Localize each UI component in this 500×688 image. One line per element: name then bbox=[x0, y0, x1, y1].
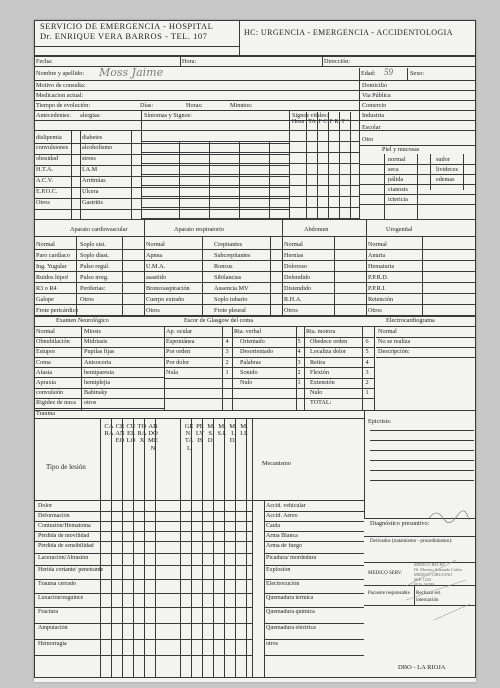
resp-5-a[interactable]: Cuerpo extraño bbox=[146, 296, 185, 303]
tipo-lesion-label: Tipo de lesión bbox=[46, 464, 86, 471]
uro-0[interactable]: Normal bbox=[368, 241, 387, 248]
neuro-6-a[interactable]: convulsión bbox=[36, 389, 64, 397]
paciente-field[interactable]: Paciente responsable bbox=[368, 591, 410, 596]
antecedente-6-b[interactable]: Gastritis bbox=[82, 199, 103, 206]
piel-opt-2-b[interactable]: edemas bbox=[436, 176, 455, 183]
cardio-4-a[interactable]: R3 o R4 bbox=[36, 285, 57, 292]
neuro-2-a[interactable]: Estupor bbox=[36, 348, 56, 356]
cardio-0-b[interactable]: Soplo sist. bbox=[80, 241, 106, 248]
header-form-title: HC: URGENCIA - EMERGENCIA - ACCIDENTOLOGIA bbox=[244, 29, 453, 36]
direccion-field[interactable]: Dirección: bbox=[324, 58, 351, 65]
resp-4-a[interactable]: Broncoaspiración bbox=[146, 285, 190, 292]
sexo-field[interactable]: Sexo: bbox=[410, 70, 425, 77]
stamp-line-3: MEDICO CIRUJANO bbox=[414, 572, 453, 577]
ecg-1[interactable]: No se realiza bbox=[378, 338, 411, 346]
region-3: TORAX bbox=[137, 423, 147, 445]
escolar-option[interactable]: Escolar bbox=[362, 124, 381, 131]
ecg-2[interactable]: Descripción: bbox=[378, 348, 410, 356]
neuro-3-b[interactable]: Anisocoria bbox=[84, 358, 112, 366]
motora-score-0[interactable]: 6 bbox=[365, 338, 369, 346]
motora-1[interactable]: Localiza dolor bbox=[310, 348, 346, 356]
mechanism-10[interactable]: Quemadura eléctrica bbox=[266, 625, 316, 631]
trauma-title: Trauma bbox=[36, 410, 56, 417]
cardio-4-b[interactable]: Periferias: bbox=[80, 285, 106, 292]
verbal-4[interactable]: Nulo bbox=[240, 379, 253, 386]
lesion-9[interactable]: Fractura bbox=[38, 609, 58, 615]
cardio-3-b[interactable]: Pulso irreg. bbox=[80, 274, 109, 281]
cardio-1-a[interactable]: Paro cardíaco bbox=[36, 252, 70, 259]
region-8: M.S.I. bbox=[217, 423, 227, 438]
region-6: PELVIS bbox=[195, 423, 205, 445]
mechanism-7[interactable]: Electrocución bbox=[266, 581, 300, 587]
medicacion-field[interactable]: Medicacion actual: bbox=[36, 92, 84, 99]
mechanism-6[interactable]: Explosión bbox=[266, 567, 291, 573]
neuro-5-a[interactable]: Apraxia bbox=[36, 379, 56, 386]
lesion-10[interactable]: Amputación bbox=[38, 625, 68, 631]
region-5: GENITAL bbox=[184, 423, 194, 452]
verbal-score-0[interactable]: 5 bbox=[297, 338, 301, 346]
patient-name-handwritten[interactable]: Moss Jaime bbox=[99, 66, 164, 79]
uro-4[interactable]: P.P.R.I. bbox=[368, 285, 386, 292]
antecedentes-label[interactable]: Antecedentes: bbox=[36, 112, 72, 119]
antecedente-3-b[interactable]: I.A.M bbox=[82, 166, 98, 173]
vitals-header-2: F C bbox=[318, 118, 328, 125]
stamp-line-1: MEDICO RECEP. bbox=[414, 562, 446, 567]
lesion-3[interactable]: Pérdida de movilidad bbox=[38, 533, 90, 539]
neuro-7-a[interactable]: Rigidez de nuca bbox=[36, 399, 76, 407]
cardio-0-a[interactable]: Normal bbox=[36, 241, 55, 248]
horas-field[interactable]: Horas: bbox=[186, 102, 203, 109]
ocular-score-0[interactable]: 4 bbox=[225, 338, 229, 346]
header-doctor-line: Dr. ENRIQUE VERA BARROS - TEL. 107 bbox=[40, 33, 208, 40]
verbal-3[interactable]: Sonido bbox=[240, 368, 258, 376]
motora-score-3[interactable]: 3 bbox=[365, 368, 369, 376]
verbal-1[interactable]: Desorientado bbox=[240, 348, 273, 356]
patient-age-handwritten[interactable]: 59 bbox=[384, 67, 393, 77]
motora-2[interactable]: Retira bbox=[310, 358, 326, 366]
abdomen-5[interactable]: R.H.A. bbox=[284, 296, 302, 303]
antecedente-1-b[interactable]: alcoholismo bbox=[82, 144, 113, 151]
glasgow-motora-head[interactable]: Rta. motora bbox=[306, 328, 336, 335]
derivados-field[interactable]: Derivados (tratamiento - procedimiento): bbox=[370, 539, 453, 544]
uro-5[interactable]: Retención bbox=[368, 296, 394, 303]
ocular-score-2[interactable]: 2 bbox=[225, 358, 229, 366]
verbal-score-2[interactable]: 3 bbox=[297, 358, 301, 366]
lesion-1[interactable]: Deformación bbox=[38, 513, 70, 519]
stamp-line-5: M.N. 56789 bbox=[414, 582, 435, 587]
ocular-score-1[interactable]: 3 bbox=[225, 348, 229, 356]
lesion-6[interactable]: Herida cortante/ penetrante bbox=[38, 567, 104, 573]
cardio-3-a[interactable]: Ruidos hipof bbox=[36, 274, 69, 281]
piel-opt-0-a[interactable]: normal bbox=[388, 156, 406, 163]
abdomen-3[interactable]: Defendido bbox=[284, 274, 311, 281]
abdomen-1[interactable]: Hernias bbox=[284, 252, 304, 259]
resp-3-b[interactable]: Sibilancias bbox=[214, 274, 242, 281]
uro-1[interactable]: Anuria bbox=[368, 252, 386, 259]
resp-5-b[interactable]: Soplo tubario bbox=[214, 296, 248, 303]
region-4: ABDOMEN bbox=[148, 423, 158, 452]
neuro-1-a[interactable]: Obnubilación bbox=[36, 338, 70, 346]
lesion-8[interactable]: Luxación/esguince bbox=[38, 595, 84, 601]
cardio-1-b[interactable]: Soplo diast. bbox=[80, 252, 110, 259]
motora-4[interactable]: Extensión bbox=[310, 379, 335, 386]
cardio-5-b[interactable]: Otros bbox=[80, 296, 94, 303]
mechanism-11[interactable]: otros bbox=[266, 641, 278, 647]
antecedente-3-a[interactable]: H.T.A. bbox=[36, 166, 53, 173]
header-hospital-line: SERVICIO DE EMERGENCIA - HOSPITAL bbox=[40, 23, 214, 30]
vitals-header-1: TA bbox=[308, 118, 316, 125]
antecedente-2-a[interactable]: obesidad bbox=[36, 155, 58, 162]
motora-6[interactable]: TOTAL: bbox=[310, 399, 332, 407]
ocular-2[interactable]: Por dolor bbox=[166, 358, 190, 366]
abdomen-6[interactable]: Otros bbox=[284, 307, 298, 314]
mechanism-8[interactable]: Quemadura térmica bbox=[266, 595, 314, 601]
uro-2[interactable]: Hematuria bbox=[368, 263, 395, 270]
antecedente-0-a[interactable]: dislipemia bbox=[36, 134, 62, 141]
edad-field[interactable]: Edad: bbox=[361, 70, 376, 77]
cardio-2-a[interactable]: Ing. Yugular bbox=[36, 263, 67, 270]
piel-opt-1-a[interactable]: seca bbox=[388, 166, 399, 173]
piel-opt-0-b[interactable]: sudor bbox=[436, 156, 450, 163]
region-0: CARA bbox=[104, 423, 114, 438]
lesion-5[interactable]: Laceración/Abrasión bbox=[38, 555, 89, 561]
region-7: M.S.D. bbox=[207, 423, 215, 445]
emergency-form-sheet bbox=[34, 20, 476, 682]
fecha-field[interactable]: Fecha: bbox=[36, 58, 53, 65]
mecanismo-label: Mecanismo bbox=[262, 460, 291, 467]
antecedente-4-a[interactable]: A.C.V. bbox=[36, 177, 53, 184]
motora-0[interactable]: Obedece orden bbox=[310, 338, 348, 346]
tiempo-field[interactable]: Tiempo de evolución: bbox=[36, 102, 91, 109]
resp-0-b[interactable]: Crepitantes bbox=[214, 241, 243, 248]
mechanism-0[interactable]: Accid. vehicular bbox=[266, 503, 306, 509]
neuro-1-b[interactable]: Midriasis bbox=[84, 338, 108, 346]
neuro-0-b[interactable]: Miosis bbox=[84, 328, 101, 335]
abdomen-4[interactable]: Distendido bbox=[284, 285, 312, 292]
dias-field[interactable]: Días: bbox=[140, 102, 154, 109]
sintomas-field[interactable]: Síntomas y Signos: bbox=[144, 112, 192, 119]
piel-opt-1-b[interactable]: livideces bbox=[436, 166, 458, 173]
neuro-5-b[interactable]: hemiplejia bbox=[84, 379, 111, 386]
mechanism-9[interactable]: Quemadura química bbox=[266, 609, 315, 615]
resp-6-b[interactable]: Frote pleural bbox=[214, 307, 246, 314]
neuro-0-a[interactable]: Normal bbox=[36, 328, 55, 335]
ecg-title: Electrocardiograma bbox=[386, 317, 435, 324]
lesion-2[interactable]: Contusión/Hematoma bbox=[38, 523, 91, 529]
mechanism-1[interactable]: Accid. Aéreo bbox=[266, 513, 298, 519]
neuro-title: Examen Neurológico bbox=[56, 317, 109, 324]
stamp-line-4: M.P. 1234 bbox=[414, 577, 432, 582]
minutos-field[interactable]: Minutos: bbox=[230, 102, 253, 109]
ocular-1[interactable]: Por orden bbox=[166, 348, 191, 356]
neuro-6-b[interactable]: Babinsky bbox=[84, 389, 108, 397]
form-rule bbox=[34, 46, 239, 47]
vitals-header-4: T ° bbox=[341, 118, 349, 125]
resp-3-a[interactable]: asastido bbox=[146, 274, 166, 281]
mechanism-2[interactable]: Caída bbox=[266, 523, 280, 529]
verbal-score-4[interactable]: 1 bbox=[297, 379, 301, 386]
piel-opt-2-a[interactable]: pálida bbox=[388, 176, 404, 183]
lesion-11[interactable]: Hemorragia bbox=[38, 641, 67, 647]
mechanism-4[interactable]: Arma de fuego bbox=[266, 543, 302, 549]
antecedente-5-a[interactable]: E.P.O.C. bbox=[36, 188, 58, 195]
motora-5[interactable]: Nulo bbox=[310, 389, 323, 397]
verbal-2[interactable]: Palabras bbox=[240, 358, 261, 366]
form-rule bbox=[239, 20, 240, 56]
signos-vitales-field[interactable]: Signos vitales: bbox=[292, 112, 329, 119]
nombre-field[interactable]: Nombre y apellido: bbox=[36, 70, 85, 77]
otro-option[interactable]: Otro bbox=[362, 136, 374, 143]
domicilio-option[interactable]: Domicilio bbox=[362, 82, 388, 89]
lesion-4[interactable]: Pérdida de sensibilidad bbox=[38, 543, 94, 549]
abdomen-title: Abdomen bbox=[304, 226, 329, 233]
region-1: CRANEO bbox=[115, 423, 125, 445]
piel-title: Piel y mucosas bbox=[382, 146, 420, 153]
alergias-field[interactable]: alergias: bbox=[80, 112, 101, 119]
epicrisis-label: Epicrisis: bbox=[368, 418, 392, 425]
antecedente-1-a[interactable]: convulsiones bbox=[36, 144, 69, 151]
neuro-4-a[interactable]: Afasia bbox=[36, 368, 53, 376]
ocular-0[interactable]: Espontánea bbox=[166, 338, 195, 346]
diagnostico-field[interactable]: Diagnóstico presuntivo: bbox=[370, 520, 430, 527]
cardio-2-b[interactable]: Pulso regul. bbox=[80, 263, 110, 270]
via-publica-option[interactable]: Via Pública bbox=[362, 92, 391, 99]
verbal-score-3[interactable]: 2 bbox=[297, 368, 301, 376]
resp-2-b[interactable]: Roncus bbox=[214, 263, 233, 270]
region-2: CUELLO bbox=[126, 423, 136, 445]
stamp-line-2: Dr. Moreno Armando Carlos bbox=[414, 567, 463, 572]
resp-1-b[interactable]: Subcrepitantes bbox=[214, 252, 251, 259]
resp-6-a[interactable]: Otros bbox=[146, 307, 160, 314]
motora-score-4[interactable]: 2 bbox=[365, 379, 369, 386]
vitals-header-3: F R bbox=[329, 118, 339, 125]
uro-6[interactable]: Otros bbox=[368, 307, 382, 314]
motora-score-5[interactable]: 1 bbox=[365, 389, 369, 397]
neuro-7-b[interactable]: otros bbox=[84, 399, 97, 407]
motora-score-2[interactable]: 4 bbox=[365, 358, 369, 366]
vitals-header-0: Hora bbox=[291, 118, 305, 125]
lesion-7[interactable]: Trauma cerrado bbox=[38, 581, 76, 587]
resp-4-b[interactable]: Ausencia MV bbox=[214, 285, 249, 292]
resp-2-a[interactable]: U.M.A. bbox=[146, 263, 166, 270]
motivo-field[interactable]: Motivo de consulta: bbox=[36, 82, 86, 89]
rechazo-field[interactable]: Rechazo est. internación bbox=[416, 591, 442, 603]
hora-field[interactable]: Hora: bbox=[182, 58, 197, 65]
antecedente-5-b[interactable]: Ulcera bbox=[82, 188, 99, 195]
ecg-0[interactable]: Normal bbox=[378, 328, 397, 335]
uro-3[interactable]: P.P.R.D. bbox=[368, 274, 389, 281]
comercio-option[interactable]: Comercio bbox=[362, 102, 387, 109]
motora-score-1[interactable]: 5 bbox=[365, 348, 369, 356]
antecedente-2-b[interactable]: stress bbox=[82, 155, 96, 162]
verbal-0[interactable]: Orientado bbox=[240, 338, 265, 346]
ocular-score-3[interactable]: 1 bbox=[225, 368, 229, 376]
resp-1-a[interactable]: Apnea bbox=[146, 252, 163, 259]
antecedente-6-a[interactable]: Otros bbox=[36, 199, 50, 206]
glasgow-ocular-head[interactable]: Ap. ocular bbox=[166, 328, 193, 335]
piel-opt-4-a[interactable]: ictericia bbox=[388, 196, 408, 203]
antecedente-4-b[interactable]: Arritmias bbox=[82, 177, 106, 184]
lesion-0[interactable]: Dolor bbox=[38, 503, 52, 509]
antecedente-0-b[interactable]: diabetes bbox=[82, 134, 103, 141]
verbal-score-1[interactable]: 4 bbox=[297, 348, 301, 356]
cardio-6-a[interactable]: Frote pericárdico bbox=[36, 307, 79, 314]
neuro-4-b[interactable]: hemiparesia bbox=[84, 368, 114, 376]
neuro-2-b[interactable]: Pupilas fijas bbox=[84, 348, 115, 356]
industria-option[interactable]: Industria bbox=[362, 112, 384, 119]
motora-3[interactable]: Flexión bbox=[310, 368, 329, 376]
cardio-5-a[interactable]: Galope bbox=[36, 296, 54, 303]
uro-title: Urogenital bbox=[386, 226, 413, 233]
mechanism-5[interactable]: Picadura/ mordedura bbox=[266, 555, 317, 561]
region-10: M.I.I. bbox=[240, 423, 248, 438]
abdomen-2[interactable]: Doloroso bbox=[284, 263, 308, 270]
resp-title: Aparato respiratorio bbox=[174, 226, 224, 233]
cardio-title: Aparato cardiovascular bbox=[70, 226, 128, 233]
glasgow-verbal-head[interactable]: Rta. verbal bbox=[234, 328, 262, 335]
piel-opt-3-a[interactable]: cianosis bbox=[388, 186, 408, 193]
glasgow-title: Escor de Glasgow del coma bbox=[184, 317, 254, 324]
mechanism-3[interactable]: Arma Blanca bbox=[266, 533, 298, 539]
resp-0-a[interactable]: Normal bbox=[146, 241, 165, 248]
region-9: M.I.D. bbox=[229, 423, 237, 445]
form-outer-frame bbox=[34, 56, 476, 678]
abdomen-0[interactable]: Normal bbox=[284, 241, 303, 248]
ocular-3[interactable]: Nula bbox=[166, 368, 179, 376]
neuro-3-a[interactable]: Coma bbox=[36, 358, 51, 366]
footer-label: DBO - LA RIOJA bbox=[398, 664, 446, 671]
medico-serv-field[interactable]: MEDICO SERV. bbox=[368, 571, 402, 576]
